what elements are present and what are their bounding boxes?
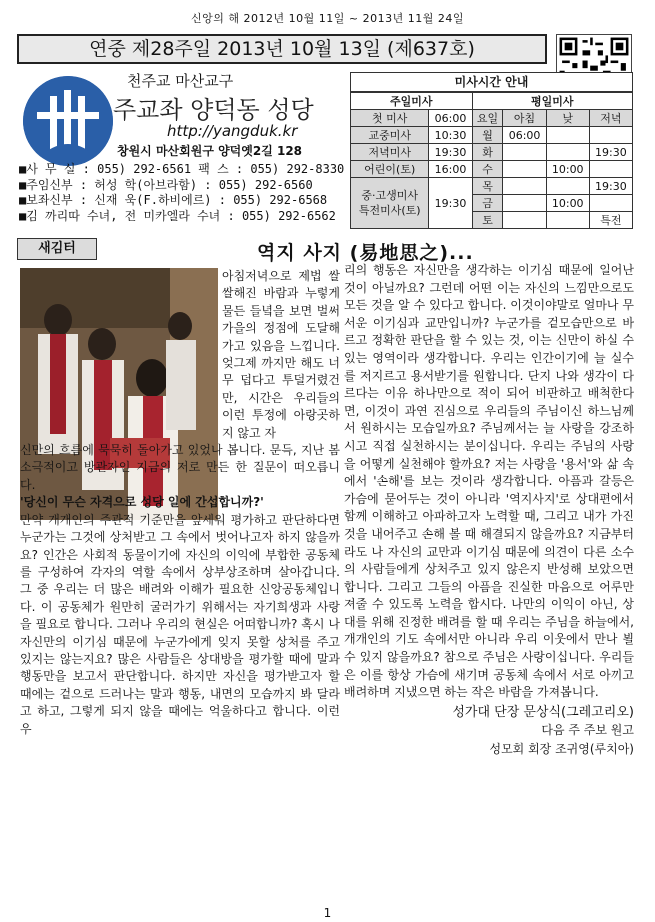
bulletin-header: 연중 제28주일 2013년 10월 13일 (제637호) xyxy=(17,34,547,64)
diocese-name: 천주교 마산교구 xyxy=(127,72,234,90)
weekday-pm: 19:30 xyxy=(589,178,632,195)
next-week-note: 다음 주 주보 원고 xyxy=(541,723,634,738)
column-label: 새김터 xyxy=(17,238,97,260)
column-header xyxy=(17,238,633,264)
weekday-noon xyxy=(546,212,589,229)
weekday-day: 금 xyxy=(472,195,503,212)
contact-pastor: ■주임신부 : 허성 학(아브라함) : 055) 292-6560 xyxy=(19,177,313,192)
sunday-mass-header: 주일미사 xyxy=(351,93,473,110)
weekday-col-noon: 낮 xyxy=(546,110,589,127)
sunday-time: 19:30 xyxy=(429,178,472,229)
weekday-day: 화 xyxy=(472,144,503,161)
article-author: 성가대 단장 문상식(그레고리오) xyxy=(452,704,634,720)
sunday-label: 교중미사 xyxy=(351,127,429,144)
contact-list xyxy=(19,162,344,224)
weekday-mass-header: 평일미사 xyxy=(472,93,632,110)
parish-logo-icon xyxy=(23,76,113,166)
weekday-day: 월 xyxy=(472,127,503,144)
sunday-time: 19:30 xyxy=(429,144,472,161)
parish-website-link[interactable]: http://yangduk.kr xyxy=(167,122,298,140)
contact-sisters: ■김 까리따 수녀, 전 미카엘라 수녀 : 055) 292-6562 xyxy=(19,208,336,223)
weekday-col-day: 요일 xyxy=(472,110,503,127)
weekday-pm xyxy=(589,161,632,178)
article-paragraph: 만약 개개인의 주관적 기준만을 앞세워 평가하고 판단하다면 누군가는 그것에 상처받고 그 속에서 벗어나고자 하지 않을까요? 인간은 사회적 동물이기에 자신의 이익에 부합한 공동체를 구성하여 각자의 역할 속에서 상부상조하며 살아갑니다. 그 중 우리는 더 많은 배려와 이해가 필요한 신앙공동체입니다. 이 공동체가 원만히 굴러가기 위해서는 자기희생과 사랑을 필요로 합니다. 그러나 우리의 현실은 어떠합니까? 혹시 나 자신만의 이기심 때문에 누군가에게 잊지 못할 상처를 주고 있지는 않는지요? 많은 사람들은 상대방을 평가할 때에 말과 행동만을 보고서 판단합니다. 하지만 자신을 평가받고자 할 때에는 겉으로 드러나는 말과 행동, 내면의 모습까지 봐 달라고 하고, 그렇게 되지 않을 때에는 억울하다고 합니다. 이런 우 xyxy=(20,512,340,736)
sunday-time: 06:00 xyxy=(429,110,472,127)
weekday-noon xyxy=(546,144,589,161)
sunday-label: 첫 미사 xyxy=(351,110,429,127)
column-title: 역지 사지 (易地思之)... xyxy=(257,242,474,264)
weekday-am xyxy=(503,161,546,178)
weekday-noon xyxy=(546,127,589,144)
weekday-am xyxy=(503,144,546,161)
page-number: 1 xyxy=(323,906,332,920)
weekday-am xyxy=(503,178,546,195)
weekday-day: 수 xyxy=(472,161,503,178)
weekday-day: 토 xyxy=(472,212,503,229)
weekday-am xyxy=(503,195,546,212)
parish-name: 주교좌 양덕동 성당 xyxy=(113,96,314,124)
contact-assistant-pastor: ■보좌신부 : 신재 욱(F.하비에르) : 055) 292-6568 xyxy=(19,193,328,207)
sunday-label: 어린이(토) xyxy=(351,161,429,178)
article-paragraph: 리의 행동은 자신만을 생각하는 이기심 때문에 일어난 것이 아닐까요? 그런데 어떤 이는 자신의 느낌만으로도 모든 것을 알 수 있다고 합니다. 이것이야말로 얼마나 무서운 이기심과 교만입니까? 누군가를 겉모습만으로 바르고 정확한 판단을 할 수 있는 것, 이는 신만이 하실 수 있는 영역이라 생각합니다. 우리는 인간이기에 늘 실수를 저지르고 용서받기를 원합니다. 단지 나와 생각이 다르다는 이유 하나만으로 적이 되어 비판하고 배척한다면, 이것이 과연 진심으로 우리들의 주님이신 하느님께서 원하시는 모습일까요? 주님께서는 늘 사랑을 강조하시고 직접 실천하시는 분이십니다. 우리는 주님의 사랑을 어떻게 실천해야 할까요? 저는 사랑을 '용서'와 삶 속에서 '손해'를 보는 것이라 생각합니다. 아픔과 갈등은 가슴에 묻어두는 것이 아니라 '역지사지'로 상대편에서 함께 이해하고 아파하고자 노력할 때, 그리고 내가 가진 것을 내어주고 손해 볼 때 해결되지 않을까요? 지금부터라도 나 자신의 교만과 이기심 때문에 의견이 다른 소수의 사람들에게 상처주고 있지 않은지 반성해 보았으면 합니다. 그리고 그들의 아픔을 진실한 마음으로 어루만져줄 수 있도록 노력을 합시다. 나만의 이익이 아닌, 상대를 위해 진정한 배려를 할 때 우리는 주님을 하늘에서, 개개인의 기도 속에서만 아니라 우리 이웃에서 만나 뵐 수 있지 않을까요? 참으로 주님은 사랑이십니다. 우리들은 이를 항상 가슴에 새기며 공동체 속에서 서로 아끼고 배려하며 지냈으면 하는 작은 바람을 가져봅니다. xyxy=(344,263,634,700)
weekday-am xyxy=(503,212,546,229)
weekday-am: 06:00 xyxy=(503,127,546,144)
weekday-col-morning: 아침 xyxy=(503,110,546,127)
mass-schedule xyxy=(350,72,633,236)
parish-address: 창원시 마산회원구 양덕옛2길 128 xyxy=(117,144,303,158)
weekday-pm xyxy=(589,127,632,144)
contact-office: ■사 무 실 : 055) 292-6561 팩 스 : 055) 292-8330 xyxy=(19,162,345,176)
article-paragraph: 신만의 흐름에 묵묵히 돌아가고 있었나 봅니다. 문득, 지난 봄 소극적이고 방관자인 지금의 저로 만든 한 질문이 떠오릅니다. xyxy=(20,443,340,492)
mass-schedule-title: 미사시간 안내 xyxy=(350,72,633,92)
sunday-time: 16:00 xyxy=(429,161,472,178)
parish-info xyxy=(17,66,347,234)
weekday-day: 목 xyxy=(472,178,503,195)
article-paragraph-wrap: 아침저녁으로 제법 쌀쌀해진 바람과 누렇게 물든 들녘을 보면 벌써 가을의 정점에 도달해 가고 있음을 느낍니다. 엊그제 까지만 해도 너무 덥다고 투덜거렸건만, 시간은 우리들의 이런 투정에 아랑곳하지 않고 자 xyxy=(222,269,340,440)
mass-schedule-table xyxy=(350,92,633,229)
weekday-col-evening: 저녁 xyxy=(589,110,632,127)
cathedral-logo-graphic xyxy=(23,76,113,166)
weekday-noon: 10:00 xyxy=(546,195,589,212)
next-week-author: 성모회 회장 조귀영(루치아) xyxy=(489,742,634,757)
weekday-noon xyxy=(546,178,589,195)
article-question: '당신이 무슨 자격으로 성당 일에 간섭합니까?' xyxy=(20,495,264,510)
article-right-column xyxy=(344,262,634,759)
weekday-noon: 10:00 xyxy=(546,161,589,178)
weekday-pm xyxy=(589,195,632,212)
sunday-label: 저녁미사 xyxy=(351,144,429,161)
sunday-time: 10:30 xyxy=(429,127,472,144)
sunday-label: 중·고생미사 특전미사(토) xyxy=(351,178,429,229)
weekday-pm: 특전 xyxy=(589,212,632,229)
year-of-faith-banner: 신앙의 해 2012년 10월 11일 ~ 2013년 11월 24일 xyxy=(191,12,464,25)
weekday-pm: 19:30 xyxy=(589,144,632,161)
article-left-column xyxy=(20,268,340,738)
